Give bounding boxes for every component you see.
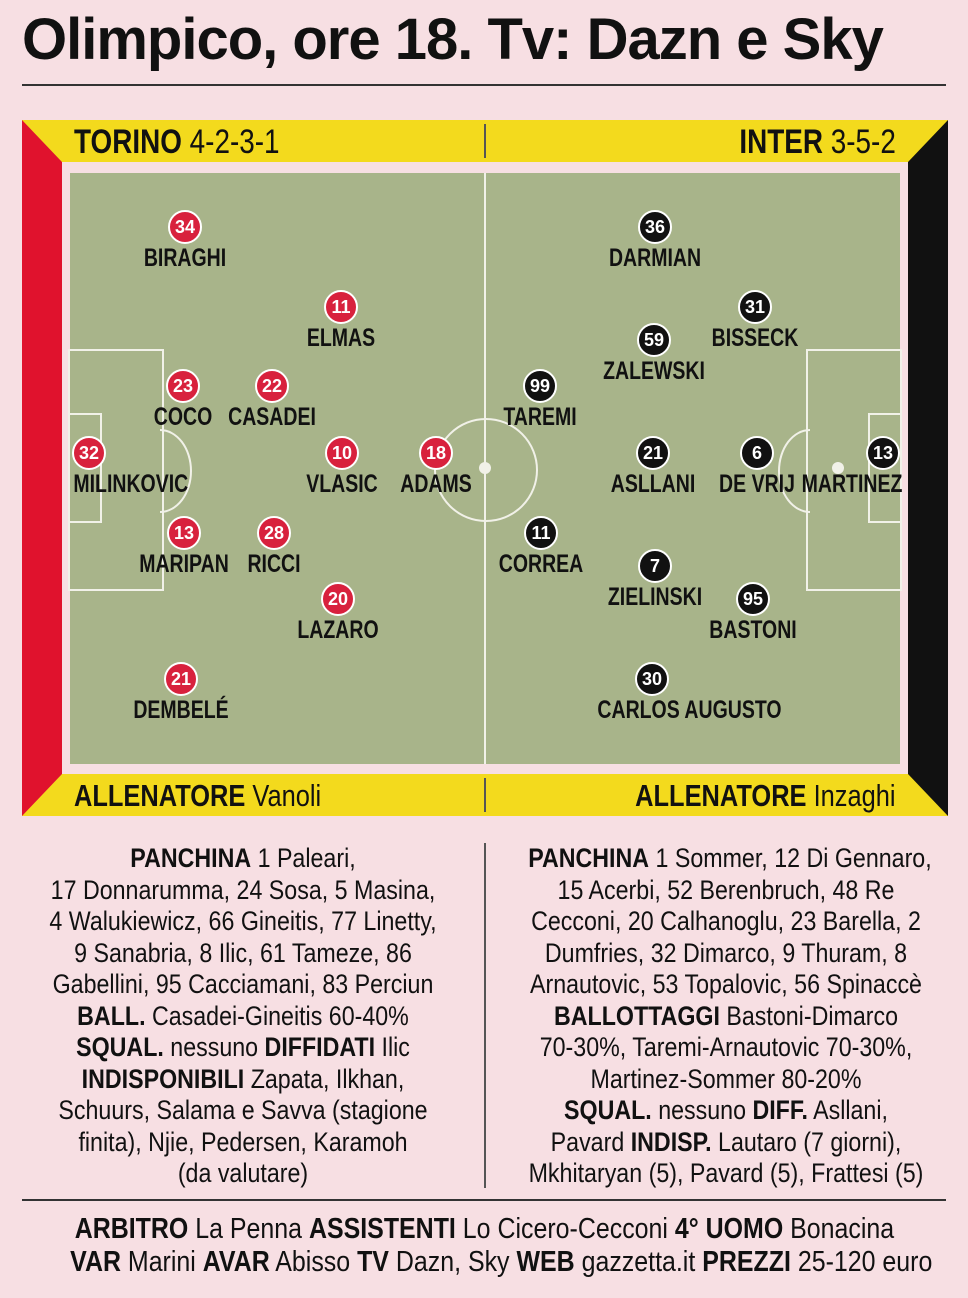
player-name: ZALEWSKI: [603, 357, 705, 385]
label-text: 17 Donnarumma, 24 Sosa, 5 Masina,: [50, 874, 436, 905]
label-keyword: DIFFIDATI: [264, 1032, 376, 1062]
away-player-taremi: [470, 369, 610, 432]
player-number: 28: [257, 516, 291, 550]
player-number: 21: [164, 662, 198, 696]
player-number: 20: [321, 582, 355, 616]
away-team-name: INTER: [739, 123, 824, 161]
player-number: 11: [524, 516, 558, 550]
label-keyword: INDISP.: [630, 1126, 712, 1157]
away-player-carlos-augusto: [582, 662, 782, 725]
away-player-martinez: [782, 436, 922, 499]
label-text: 1 Paleari,: [251, 843, 356, 873]
player-number: 21: [636, 436, 670, 470]
label-text: Bastoni-Dimarco: [719, 1000, 899, 1031]
label-text: Martinez-Sommer 80-20%: [590, 1063, 862, 1094]
notes-line: [528, 1095, 924, 1127]
broadcast-prices-line: [0, 1246, 968, 1279]
home-player-elmas: [271, 290, 411, 353]
home-formation: 4-2-3-1: [189, 123, 280, 161]
player-number: 6: [740, 436, 774, 470]
player-number: 11: [324, 290, 358, 324]
label-text: La Penna: [187, 1213, 309, 1245]
player-number: 34: [168, 210, 202, 244]
away-coach-label: ALLENATORE: [635, 778, 807, 813]
player-number: 59: [637, 323, 671, 357]
player-name: ASLLANI: [610, 470, 696, 498]
label-keyword: PANCHINA: [130, 843, 252, 873]
home-player-lazaro: [268, 582, 408, 645]
label-keyword: SQUAL.: [76, 1032, 164, 1062]
label-text: Asllani,: [807, 1095, 888, 1125]
player-number: 30: [635, 662, 669, 696]
notes-line: [528, 1064, 924, 1096]
label-text: Lautaro (7 giorni),: [711, 1126, 902, 1157]
player-name: RICCI: [247, 550, 301, 578]
label-keyword: BALLOTTAGGI: [553, 1000, 720, 1031]
player-name: ADAMS: [400, 470, 472, 498]
label-text: Dumfries, 32 Dimarco, 9 Thuram, 8: [544, 937, 908, 968]
home-team-label: [74, 120, 280, 162]
notes-line: [45, 938, 441, 970]
home-player-dembele: [111, 662, 251, 725]
notes-divider: [484, 843, 486, 1188]
footer-text: [70, 1246, 932, 1279]
footer-divider-rule: [22, 1199, 946, 1201]
label-text: 4 Walukiewicz, 66 Gineitis, 77 Linetty,: [49, 906, 437, 936]
home-player-milinkovic: [58, 436, 198, 499]
label-keyword: BALL.: [77, 1000, 146, 1031]
label-text: Cecconi, 20 Calhanoglu, 23 Barella, 2: [531, 906, 921, 936]
away-player-darmian: [585, 210, 725, 273]
label-keyword: DIFF.: [752, 1095, 808, 1125]
player-number: 22: [255, 369, 289, 403]
player-number: 95: [736, 582, 770, 616]
player-name: DEMBELÉ: [133, 696, 229, 724]
notes-line: [528, 906, 924, 938]
label-text: Arnautovic, 53 Topalovic, 56 Spinaccè: [530, 969, 922, 999]
player-number: 32: [72, 436, 106, 470]
label-keyword: PANCHINA: [528, 843, 650, 873]
label-keyword: 4° UOMO: [674, 1213, 783, 1245]
label-text: Marini: [120, 1246, 203, 1278]
label-text: Casadei-Gineitis 60-40%: [145, 1000, 409, 1031]
label-text: Abisso: [269, 1246, 358, 1278]
home-coach-name: Vanoli: [252, 778, 322, 813]
home-player-biraghi: [115, 210, 255, 273]
player-number: 7: [638, 549, 672, 583]
footer-divider: [484, 778, 486, 812]
player-name: MARTINEZ: [801, 470, 903, 498]
title-divider: [22, 84, 946, 86]
label-text: Lo Cicero-Cecconi: [455, 1213, 675, 1245]
player-number: 10: [325, 436, 359, 470]
label-text: nessuno: [163, 1032, 265, 1062]
player-name: BISSECK: [711, 324, 799, 352]
notes-line: [45, 906, 441, 938]
player-number: 99: [523, 369, 557, 403]
label-text: 15 Acerbi, 52 Berenbruch, 48 Re: [557, 874, 895, 905]
label-keyword: INDISPONIBILI: [81, 1063, 245, 1094]
player-name: DE VRIJ: [719, 470, 795, 498]
notes-line: [528, 1032, 924, 1064]
player-name: COCO: [153, 403, 213, 431]
player-number: 13: [167, 516, 201, 550]
notes-line: [45, 1095, 441, 1127]
notes-line: [45, 843, 441, 875]
home-player-adams: [366, 436, 506, 499]
notes-line: [45, 1064, 441, 1096]
away-formation: 3-5-2: [830, 123, 896, 161]
label-keyword: TV: [357, 1246, 389, 1278]
home-notes: [45, 843, 441, 1190]
label-keyword: VAR: [70, 1246, 121, 1278]
label-text: 25-120 euro: [790, 1246, 933, 1278]
player-name: BIRAGHI: [143, 244, 227, 272]
notes-line: [528, 1127, 924, 1159]
away-player-bastoni: [683, 582, 823, 645]
home-team-name: TORINO: [74, 123, 182, 161]
label-text: nessuno: [651, 1095, 753, 1125]
player-name: MILINKOVIC: [73, 470, 189, 498]
label-keyword: SQUAL.: [564, 1095, 652, 1125]
player-number: 18: [419, 436, 453, 470]
label-text: Gabellini, 95 Cacciamani, 83 Perciun: [52, 969, 434, 999]
home-player-casadei: [202, 369, 342, 432]
player-name: ELMAS: [306, 324, 376, 352]
player-name: TAREMI: [503, 403, 577, 431]
label-text: Mkhitaryan (5), Pavard (5), Frattesi (5): [528, 1158, 924, 1188]
notes-line: [45, 969, 441, 1001]
player-name: ZIELINSKI: [607, 583, 703, 611]
label-text: gazzetta.it: [574, 1246, 703, 1278]
label-text: 70-30%, Taremi-Arnautovic 70-30%,: [539, 1032, 913, 1062]
player-number: 36: [638, 210, 672, 244]
notes-line: [528, 843, 932, 875]
home-coach: [74, 774, 321, 816]
notes-line: [45, 875, 441, 907]
home-coach-label: ALLENATORE: [74, 778, 246, 813]
player-name: CASADEI: [228, 403, 316, 431]
label-keyword: AVAR: [202, 1246, 270, 1278]
footer-text: [74, 1213, 893, 1246]
label-text: finita), Njie, Pedersen, Karamoh: [78, 1126, 408, 1157]
player-name: LAZARO: [297, 616, 379, 644]
label-text: 9 Sanabria, 8 Ilic, 61 Tameze, 86: [74, 937, 412, 968]
player-name: MARIPAN: [139, 550, 229, 578]
notes-line: [528, 875, 924, 907]
torino-side-stripe: [22, 120, 62, 816]
header-divider: [484, 124, 486, 158]
label-text: Dazn, Sky: [388, 1246, 517, 1278]
officials-line: [0, 1213, 968, 1246]
player-name: CORREA: [498, 550, 584, 578]
label-text: Ilic: [375, 1032, 410, 1062]
notes-line: [45, 1001, 441, 1033]
away-team-label: [740, 120, 896, 162]
player-name: BASTONI: [709, 616, 797, 644]
player-number: 13: [866, 436, 900, 470]
notes-line: [45, 1127, 441, 1159]
page-title: Olimpico, ore 18. Tv: Dazn e Sky: [22, 7, 883, 72]
player-number: 31: [738, 290, 772, 324]
label-keyword: ASSISTENTI: [308, 1213, 456, 1245]
player-number: 23: [166, 369, 200, 403]
label-text: Bonacina: [782, 1213, 894, 1245]
label-keyword: ARBITRO: [74, 1213, 188, 1245]
away-notes: [528, 843, 932, 1190]
player-name: CARLOS AUGUSTO: [597, 696, 782, 724]
away-coach: [636, 774, 896, 816]
notes-line: [528, 1001, 924, 1033]
notes-line: [45, 1032, 441, 1064]
notes-line: [528, 969, 924, 1001]
notes-line: [528, 1158, 924, 1190]
label-keyword: WEB: [516, 1246, 575, 1278]
label-text: Pavard: [550, 1126, 631, 1157]
player-name: VLASIC: [306, 470, 378, 498]
player-name: DARMIAN: [608, 244, 702, 272]
label-text: Schuurs, Salama e Savva (stagione: [58, 1095, 428, 1125]
notes-line: [45, 1158, 441, 1190]
label-text: (da valutare): [177, 1158, 309, 1188]
label-keyword: PREZZI: [702, 1246, 791, 1278]
away-coach-name: Inzaghi: [814, 778, 896, 813]
label-text: 1 Sommer, 12 Di Gennaro,: [649, 843, 932, 873]
label-text: Zapata, Ilkhan,: [244, 1063, 405, 1094]
home-player-ricci: [204, 516, 344, 579]
notes-line: [528, 938, 924, 970]
